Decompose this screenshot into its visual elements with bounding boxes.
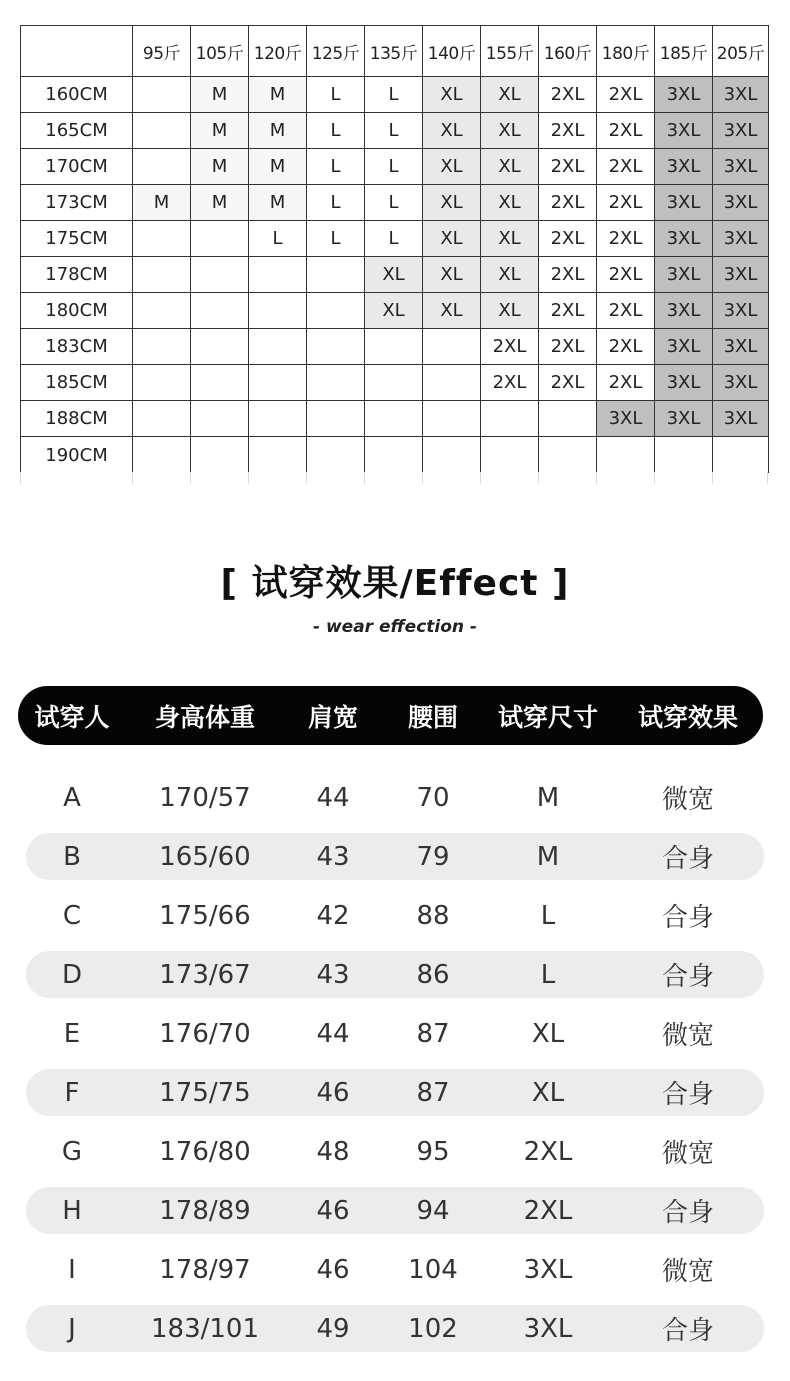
table-cell: 173/67 bbox=[159, 959, 251, 990]
size-cell: 3XL bbox=[713, 149, 768, 185]
size-cell: XL bbox=[423, 293, 481, 329]
table-row bbox=[26, 1187, 764, 1234]
table-cell: 合身 bbox=[661, 962, 714, 992]
table-cell: 微宽 bbox=[661, 785, 714, 815]
table-cell: 183/101 bbox=[150, 1313, 259, 1344]
height-label: 180CM bbox=[21, 293, 133, 329]
size-cell: XL bbox=[423, 221, 481, 257]
size-cell bbox=[307, 293, 365, 329]
column-header: 身高体重 bbox=[154, 702, 255, 732]
size-cell: 3XL bbox=[655, 257, 713, 293]
table-cell: G bbox=[61, 1136, 83, 1167]
table-cell: 微宽 bbox=[661, 1021, 714, 1051]
size-cell: 3XL bbox=[655, 77, 713, 113]
grid-tick bbox=[596, 472, 597, 484]
column-header: 试穿尺寸 bbox=[497, 702, 598, 732]
table-cell: 43 bbox=[316, 841, 350, 872]
table-cell: 95 bbox=[416, 1136, 450, 1167]
table-row bbox=[26, 1128, 764, 1175]
effect-section-subtitle: - wear effection - bbox=[313, 617, 477, 637]
effect-section-title: [ 试穿效果/Effect ] bbox=[220, 563, 570, 604]
size-cell: 3XL bbox=[597, 401, 655, 437]
table-cell: 86 bbox=[416, 959, 450, 990]
size-cell: M bbox=[133, 185, 191, 221]
table-cell: 87 bbox=[416, 1077, 450, 1108]
size-cell: 3XL bbox=[713, 329, 768, 365]
weight-header: 120斤 bbox=[249, 26, 307, 77]
size-cell bbox=[191, 401, 249, 437]
grid-tick bbox=[712, 472, 713, 484]
size-cell: 2XL bbox=[597, 185, 655, 221]
size-cell: 2XL bbox=[597, 329, 655, 365]
grid-tick bbox=[132, 472, 133, 484]
size-cell: L bbox=[365, 149, 423, 185]
size-cell: 2XL bbox=[597, 293, 655, 329]
size-cell: 2XL bbox=[597, 113, 655, 149]
column-header: 肩宽 bbox=[307, 702, 358, 732]
grid-tick bbox=[306, 472, 307, 484]
size-cell: M bbox=[249, 113, 307, 149]
size-cell bbox=[249, 365, 307, 401]
size-cell: L bbox=[307, 113, 365, 149]
height-label: 190CM bbox=[21, 437, 133, 473]
size-cell bbox=[133, 149, 191, 185]
size-cell: 2XL bbox=[539, 185, 597, 221]
table-cell: 合身 bbox=[661, 1080, 714, 1110]
size-cell bbox=[133, 329, 191, 365]
size-cell: L bbox=[249, 221, 307, 257]
table-cell: 46 bbox=[316, 1254, 350, 1285]
height-label: 183CM bbox=[21, 329, 133, 365]
size-cell bbox=[133, 257, 191, 293]
size-cell: 3XL bbox=[713, 77, 768, 113]
size-cell bbox=[133, 293, 191, 329]
table-cell: 2XL bbox=[523, 1195, 573, 1226]
table-cell: 49 bbox=[316, 1313, 350, 1344]
table-cell: 微宽 bbox=[661, 1257, 714, 1287]
table-cell: H bbox=[62, 1195, 82, 1226]
table-cell: 88 bbox=[416, 900, 450, 931]
height-label: 170CM bbox=[21, 149, 133, 185]
size-cell: M bbox=[249, 149, 307, 185]
size-cell: XL bbox=[481, 185, 539, 221]
height-label: 175CM bbox=[21, 221, 133, 257]
table-row bbox=[26, 1305, 764, 1352]
table-cell: M bbox=[536, 841, 560, 872]
table-cell: 微宽 bbox=[661, 1139, 714, 1169]
table-cell: 46 bbox=[316, 1195, 350, 1226]
height-label: 160CM bbox=[21, 77, 133, 113]
table-cell: 94 bbox=[416, 1195, 450, 1226]
size-cell bbox=[365, 401, 423, 437]
size-cell bbox=[365, 329, 423, 365]
size-cell bbox=[597, 437, 655, 473]
grid-tick bbox=[20, 472, 21, 484]
size-cell bbox=[481, 401, 539, 437]
size-cell bbox=[191, 329, 249, 365]
size-cell bbox=[307, 329, 365, 365]
size-cell bbox=[249, 293, 307, 329]
size-cell: 3XL bbox=[655, 185, 713, 221]
size-cell bbox=[423, 329, 481, 365]
size-cell: 2XL bbox=[597, 149, 655, 185]
size-cell bbox=[249, 401, 307, 437]
size-cell: XL bbox=[481, 77, 539, 113]
size-cell: XL bbox=[481, 113, 539, 149]
table-cell: 176/80 bbox=[159, 1136, 251, 1167]
table-cell: F bbox=[64, 1077, 80, 1108]
size-cell: XL bbox=[481, 257, 539, 293]
table-cell: 43 bbox=[316, 959, 350, 990]
size-cell: 2XL bbox=[539, 365, 597, 401]
size-cell: M bbox=[191, 149, 249, 185]
grid-tick bbox=[654, 472, 655, 484]
size-cell bbox=[365, 437, 423, 473]
size-cell bbox=[133, 437, 191, 473]
table-cell: 104 bbox=[408, 1254, 458, 1285]
size-cell bbox=[133, 221, 191, 257]
size-cell bbox=[539, 437, 597, 473]
weight-header: 140斤 bbox=[423, 26, 481, 77]
table-cell: 176/70 bbox=[159, 1018, 251, 1049]
grid-tick bbox=[480, 472, 481, 484]
table-row bbox=[26, 1246, 764, 1293]
size-cell: 2XL bbox=[597, 365, 655, 401]
grid-tick bbox=[767, 472, 768, 484]
size-cell bbox=[191, 293, 249, 329]
size-cell bbox=[655, 437, 713, 473]
size-cell: XL bbox=[365, 293, 423, 329]
weight-header: 95斤 bbox=[133, 26, 191, 77]
size-cell bbox=[133, 113, 191, 149]
size-cell: XL bbox=[423, 185, 481, 221]
size-cell bbox=[249, 329, 307, 365]
size-cell bbox=[713, 437, 768, 473]
size-cell: L bbox=[307, 185, 365, 221]
height-label: 185CM bbox=[21, 365, 133, 401]
size-cell: 3XL bbox=[655, 149, 713, 185]
grid-tick bbox=[538, 472, 539, 484]
table-cell: 合身 bbox=[661, 1198, 714, 1228]
size-cell: XL bbox=[481, 293, 539, 329]
size-cell: 2XL bbox=[481, 365, 539, 401]
size-cell: XL bbox=[365, 257, 423, 293]
table-cell: B bbox=[63, 841, 81, 872]
height-label: 165CM bbox=[21, 113, 133, 149]
size-cell: L bbox=[365, 77, 423, 113]
table-cell: 175/75 bbox=[159, 1077, 251, 1108]
table-row bbox=[26, 833, 764, 880]
size-cell bbox=[191, 437, 249, 473]
size-cell bbox=[133, 401, 191, 437]
height-label: 178CM bbox=[21, 257, 133, 293]
table-cell: 3XL bbox=[523, 1313, 573, 1344]
table-cell: 178/89 bbox=[159, 1195, 251, 1226]
table-cell: D bbox=[61, 959, 83, 990]
table-cell: 44 bbox=[316, 1018, 350, 1049]
table-cell: 48 bbox=[316, 1136, 350, 1167]
table-cell: 79 bbox=[416, 841, 450, 872]
table-cell: I bbox=[68, 1254, 76, 1285]
weight-header: 125斤 bbox=[307, 26, 365, 77]
table-cell: 165/60 bbox=[159, 841, 251, 872]
table-cell: 合身 bbox=[661, 903, 714, 933]
size-cell: 2XL bbox=[539, 113, 597, 149]
table-cell: 42 bbox=[316, 900, 350, 931]
table-row bbox=[26, 1069, 764, 1116]
weight-header: 135斤 bbox=[365, 26, 423, 77]
table-cell: 102 bbox=[408, 1313, 458, 1344]
table-row bbox=[26, 1010, 764, 1057]
size-cell: L bbox=[307, 221, 365, 257]
grid-tick bbox=[248, 472, 249, 484]
size-cell bbox=[133, 365, 191, 401]
table-cell: E bbox=[63, 1018, 81, 1049]
weight-header: 205斤 bbox=[713, 26, 768, 77]
grid-tick bbox=[190, 472, 191, 484]
size-cell: 3XL bbox=[713, 401, 768, 437]
table-cell: 70 bbox=[416, 782, 450, 813]
size-cell: 3XL bbox=[713, 257, 768, 293]
size-cell bbox=[249, 257, 307, 293]
size-cell: M bbox=[191, 77, 249, 113]
size-cell: 2XL bbox=[539, 257, 597, 293]
table-cell: L bbox=[540, 959, 556, 990]
size-cell: 3XL bbox=[655, 221, 713, 257]
table-cell: 170/57 bbox=[159, 782, 251, 813]
weight-header: 160斤 bbox=[539, 26, 597, 77]
size-cell bbox=[133, 77, 191, 113]
size-cell: XL bbox=[481, 149, 539, 185]
grid-tick bbox=[422, 472, 423, 484]
size-cell: L bbox=[365, 185, 423, 221]
table-cell: 178/97 bbox=[159, 1254, 251, 1285]
table-cell: 合身 bbox=[661, 844, 714, 874]
size-cell: 3XL bbox=[655, 365, 713, 401]
size-cell bbox=[539, 401, 597, 437]
size-cell: 3XL bbox=[713, 221, 768, 257]
size-cell: XL bbox=[423, 257, 481, 293]
size-cell: M bbox=[249, 77, 307, 113]
size-cell: 3XL bbox=[713, 113, 768, 149]
weight-header: 105斤 bbox=[191, 26, 249, 77]
size-cell bbox=[191, 221, 249, 257]
size-cell: 2XL bbox=[597, 257, 655, 293]
table-cell: 175/66 bbox=[159, 900, 251, 931]
size-chart-table bbox=[20, 25, 769, 473]
weight-header: 180斤 bbox=[597, 26, 655, 77]
column-header: 试穿人 bbox=[34, 702, 110, 732]
size-cell: L bbox=[307, 149, 365, 185]
table-row bbox=[26, 951, 764, 998]
size-cell: L bbox=[365, 113, 423, 149]
size-cell: M bbox=[191, 185, 249, 221]
size-cell bbox=[365, 365, 423, 401]
size-cell bbox=[423, 365, 481, 401]
size-cell bbox=[481, 437, 539, 473]
size-cell: 3XL bbox=[655, 329, 713, 365]
table-row bbox=[26, 774, 764, 821]
size-cell bbox=[249, 437, 307, 473]
size-cell: XL bbox=[423, 77, 481, 113]
corner-cell bbox=[21, 26, 133, 77]
size-cell bbox=[423, 401, 481, 437]
grid-tick bbox=[364, 472, 365, 484]
size-cell: 2XL bbox=[481, 329, 539, 365]
size-cell: XL bbox=[481, 221, 539, 257]
table-cell: 46 bbox=[316, 1077, 350, 1108]
size-cell bbox=[423, 437, 481, 473]
size-cell: M bbox=[249, 185, 307, 221]
size-cell bbox=[191, 257, 249, 293]
size-cell bbox=[191, 365, 249, 401]
size-cell: M bbox=[191, 113, 249, 149]
table-cell: A bbox=[63, 782, 81, 813]
size-cell: 2XL bbox=[539, 149, 597, 185]
table-cell: C bbox=[62, 900, 82, 931]
height-label: 173CM bbox=[21, 185, 133, 221]
size-cell bbox=[307, 365, 365, 401]
size-cell: XL bbox=[423, 149, 481, 185]
size-cell bbox=[307, 401, 365, 437]
column-header: 试穿效果 bbox=[637, 702, 738, 732]
size-cell bbox=[307, 437, 365, 473]
size-cell: 2XL bbox=[597, 77, 655, 113]
size-cell: 3XL bbox=[655, 401, 713, 437]
weight-header: 185斤 bbox=[655, 26, 713, 77]
height-label: 188CM bbox=[21, 401, 133, 437]
size-cell: L bbox=[365, 221, 423, 257]
table-cell: XL bbox=[531, 1077, 565, 1108]
table-cell: 3XL bbox=[523, 1254, 573, 1285]
size-cell: L bbox=[307, 77, 365, 113]
size-cell: 3XL bbox=[713, 185, 768, 221]
size-cell: 3XL bbox=[713, 293, 768, 329]
table-cell: 44 bbox=[316, 782, 350, 813]
size-cell: 3XL bbox=[655, 293, 713, 329]
fitting-table-header bbox=[18, 686, 763, 745]
table-cell: J bbox=[68, 1313, 76, 1344]
size-cell: 3XL bbox=[713, 365, 768, 401]
table-cell: 合身 bbox=[661, 1316, 714, 1346]
size-cell: 2XL bbox=[597, 221, 655, 257]
column-header: 腰围 bbox=[407, 702, 458, 732]
size-cell: 2XL bbox=[539, 77, 597, 113]
table-cell: L bbox=[540, 900, 556, 931]
table-row bbox=[26, 892, 764, 939]
size-cell: XL bbox=[423, 113, 481, 149]
table-cell: XL bbox=[531, 1018, 565, 1049]
table-cell: 87 bbox=[416, 1018, 450, 1049]
table-cell: 2XL bbox=[523, 1136, 573, 1167]
size-cell bbox=[307, 257, 365, 293]
size-cell: 2XL bbox=[539, 293, 597, 329]
size-cell: 2XL bbox=[539, 221, 597, 257]
table-cell: M bbox=[536, 782, 560, 813]
size-cell: 2XL bbox=[539, 329, 597, 365]
weight-header: 155斤 bbox=[481, 26, 539, 77]
size-cell: 3XL bbox=[655, 113, 713, 149]
